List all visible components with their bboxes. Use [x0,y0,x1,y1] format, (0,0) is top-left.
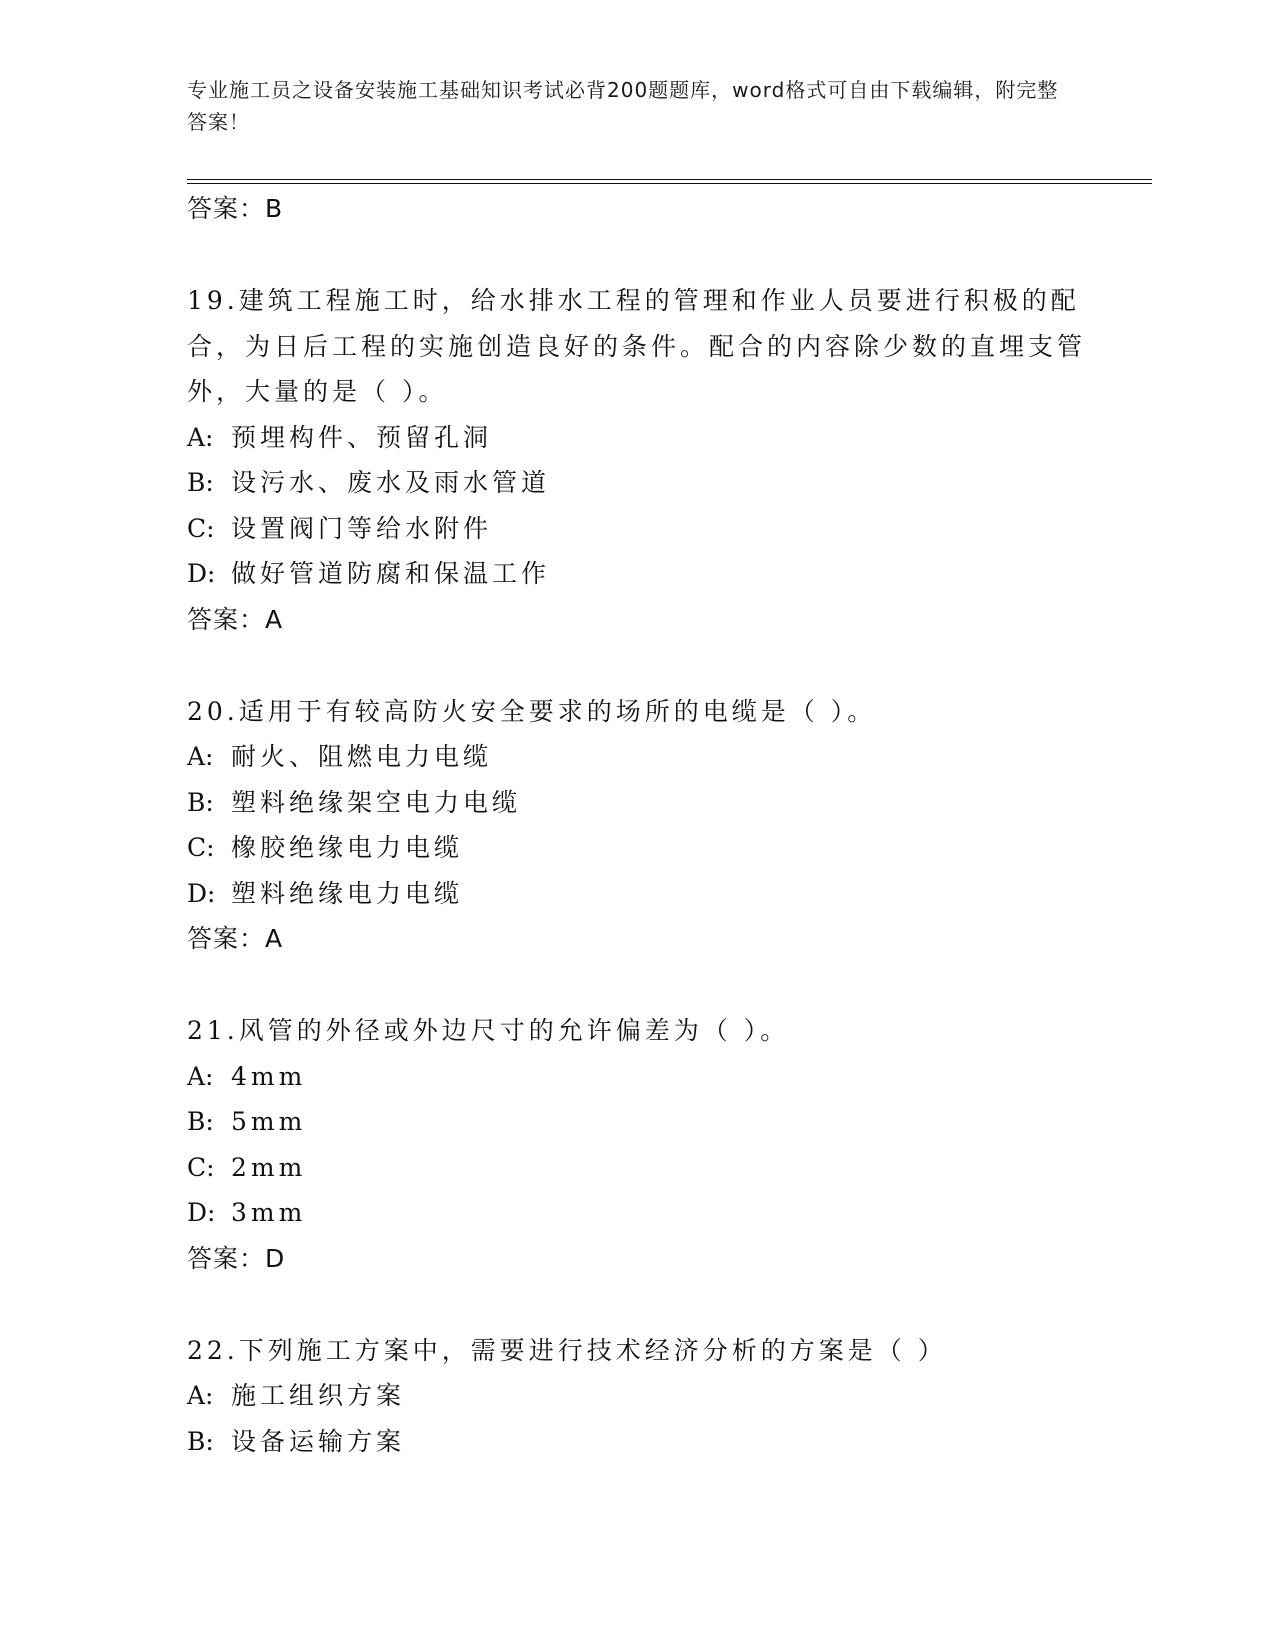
question-stem: 21.风管的外径或外边尺寸的允许偏差为（ ）。 [187,1016,790,1045]
option-text: 施工组织方案 [231,1381,406,1410]
spacer [187,643,1087,689]
option-b [187,1419,1087,1465]
option-key: C: [187,833,215,862]
option-key: D: [187,878,216,908]
question-stem: 22.下列施工方案中，需要进行技术经济分析的方案是（ ） [187,1335,947,1365]
option-text: 耐火、阻燃电力电缆 [231,742,493,771]
option-b [187,780,1087,826]
header-rule-top [187,179,1152,180]
question-block [187,278,1087,643]
option-text: 橡胶绝缘电力电缆 [231,833,464,862]
option-a [187,415,1087,461]
question-list [187,186,1087,1464]
option-key: A: [187,1061,214,1091]
option-c [187,1145,1087,1191]
spacer [187,962,1087,1008]
option-key: C: [187,1152,215,1182]
option-a [187,1373,1087,1419]
answer-line: 答案：B [187,194,284,223]
option-b [187,460,1087,506]
option-key: B: [187,1107,214,1136]
option-text: 设置阀门等给水附件 [231,513,493,543]
question-block [187,689,1087,963]
option-text: 做好管道防腐和保温工作 [231,559,551,588]
option-text: 3mm [231,1198,307,1227]
option-text: 设污水、废水及雨水管道 [231,468,551,497]
option-text: 5mm [231,1107,307,1136]
option-d [187,1190,1087,1236]
option-a [187,1054,1087,1100]
header-rule-bottom [187,183,1152,184]
answer-line: 答案：A [187,604,284,634]
question-stem: 20.适用于有较高防火安全要求的场所的电缆是（ ）。 [187,696,877,726]
option-key: A: [187,1381,214,1410]
option-key: C: [187,513,215,543]
option-a [187,734,1087,780]
option-text: 设备运输方案 [231,1426,406,1456]
option-key: B: [187,787,214,817]
option-key: B: [187,1426,214,1456]
option-c [187,506,1087,552]
option-text: 塑料绝缘电力电缆 [231,878,464,908]
option-c [187,825,1087,871]
spacer [187,232,1087,278]
option-d [187,871,1087,917]
option-key: A: [187,742,214,771]
option-text: 2mm [231,1152,307,1182]
question-stem: 19.建筑工程施工时，给水排水工程的管理和作业人员要进行积极的配合，为日后工程的实施创造良好的条件。配合的内容除少数的直埋支管外，大量的是（ ）。 [187,286,1087,406]
question-block [187,1008,1087,1282]
option-text: 塑料绝缘架空电力电缆 [231,787,522,817]
option-text: 预埋构件、预留孔洞 [231,422,493,452]
option-key: D: [187,1198,216,1227]
answer-line: 答案：A [187,924,284,953]
option-b [187,1099,1087,1145]
answer-line: 答案：D [187,1243,286,1273]
spacer [187,1282,1087,1328]
option-text: 4mm [231,1061,307,1091]
option-d [187,551,1087,597]
option-key: B: [187,468,214,497]
option-key: D: [187,559,216,588]
question-block [187,1328,1087,1465]
document-header: 专业施工员之设备安装施工基础知识考试必背200题题库，word格式可自由下载编辑，附完整答案！ [187,78,1059,134]
option-key: A: [187,422,214,452]
